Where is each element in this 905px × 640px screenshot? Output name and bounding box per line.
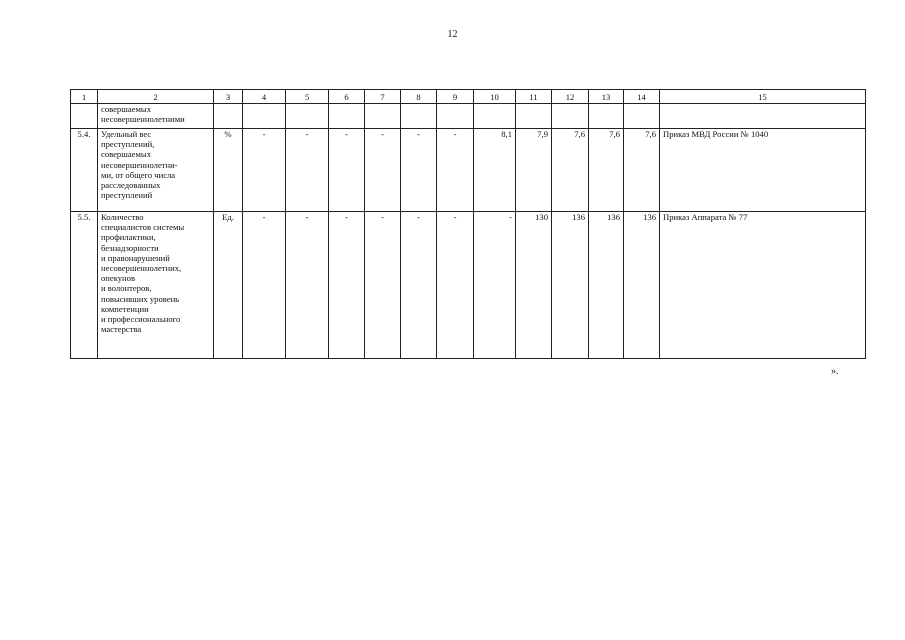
value-cell <box>437 104 474 129</box>
value-cell: 8,1 <box>474 129 516 212</box>
value-cell: - <box>474 212 516 359</box>
column-header-10: 10 <box>474 90 516 104</box>
column-header-3: 3 <box>214 90 243 104</box>
value-cell: 7,6 <box>552 129 589 212</box>
column-header-1: 1 <box>71 90 98 104</box>
value-cell <box>516 104 552 129</box>
source-cell: Приказ Аппарата № 77 <box>660 212 866 359</box>
table-row <box>71 129 866 212</box>
value-cell: 7,6 <box>589 129 624 212</box>
value-cell: 7,6 <box>624 129 660 212</box>
indicators-table <box>70 89 866 359</box>
column-header-5: 5 <box>286 90 329 104</box>
column-header-9: 9 <box>437 90 474 104</box>
value-cell: - <box>437 212 474 359</box>
column-header-11: 11 <box>516 90 552 104</box>
value-cell: - <box>401 129 437 212</box>
column-header-8: 8 <box>401 90 437 104</box>
value-cell: - <box>365 129 401 212</box>
indicator-name: совершаемых несовершеннолетними <box>98 104 214 129</box>
closing-quote: ». <box>831 366 839 377</box>
row-number: 5.5. <box>71 212 98 359</box>
indicator-name: Количество специалистов системы профилактики, безнадзорности и правонарушений несовершеннолетних, опекунов и волонтеров, повысивших уровень компетенции и профессионального мастерства <box>98 212 214 359</box>
value-cell <box>474 104 516 129</box>
table-header-row <box>71 90 866 104</box>
value-cell: - <box>401 212 437 359</box>
value-cell <box>243 104 286 129</box>
value-cell <box>589 104 624 129</box>
row-number: 5.4. <box>71 129 98 212</box>
column-header-7: 7 <box>365 90 401 104</box>
column-header-4: 4 <box>243 90 286 104</box>
value-cell: - <box>329 212 365 359</box>
value-cell: 130 <box>516 212 552 359</box>
indicator-name: Удельный вес преступлений, совершаемых несовершеннолетни- ми, от общего числа расследованных преступлений <box>98 129 214 212</box>
value-cell: 136 <box>624 212 660 359</box>
source-cell <box>660 104 866 129</box>
value-cell: 7,9 <box>516 129 552 212</box>
value-cell <box>624 104 660 129</box>
table-row <box>71 212 866 359</box>
value-cell: - <box>286 212 329 359</box>
value-cell: - <box>286 129 329 212</box>
unit-cell: % <box>214 129 243 212</box>
row-number <box>71 104 98 129</box>
source-cell: Приказ МВД России № 1040 <box>660 129 866 212</box>
value-cell <box>401 104 437 129</box>
page-number: 12 <box>447 29 458 40</box>
column-header-15: 15 <box>660 90 866 104</box>
value-cell: - <box>243 212 286 359</box>
unit-cell <box>214 104 243 129</box>
unit-cell: Ед. <box>214 212 243 359</box>
column-header-14: 14 <box>624 90 660 104</box>
table-row <box>71 104 866 129</box>
value-cell: - <box>437 129 474 212</box>
column-header-13: 13 <box>589 90 624 104</box>
value-cell: 136 <box>589 212 624 359</box>
column-header-12: 12 <box>552 90 589 104</box>
value-cell: 136 <box>552 212 589 359</box>
column-header-6: 6 <box>329 90 365 104</box>
value-cell <box>286 104 329 129</box>
value-cell <box>329 104 365 129</box>
value-cell: - <box>243 129 286 212</box>
column-header-2: 2 <box>98 90 214 104</box>
value-cell: - <box>329 129 365 212</box>
value-cell <box>365 104 401 129</box>
value-cell: - <box>365 212 401 359</box>
value-cell <box>552 104 589 129</box>
